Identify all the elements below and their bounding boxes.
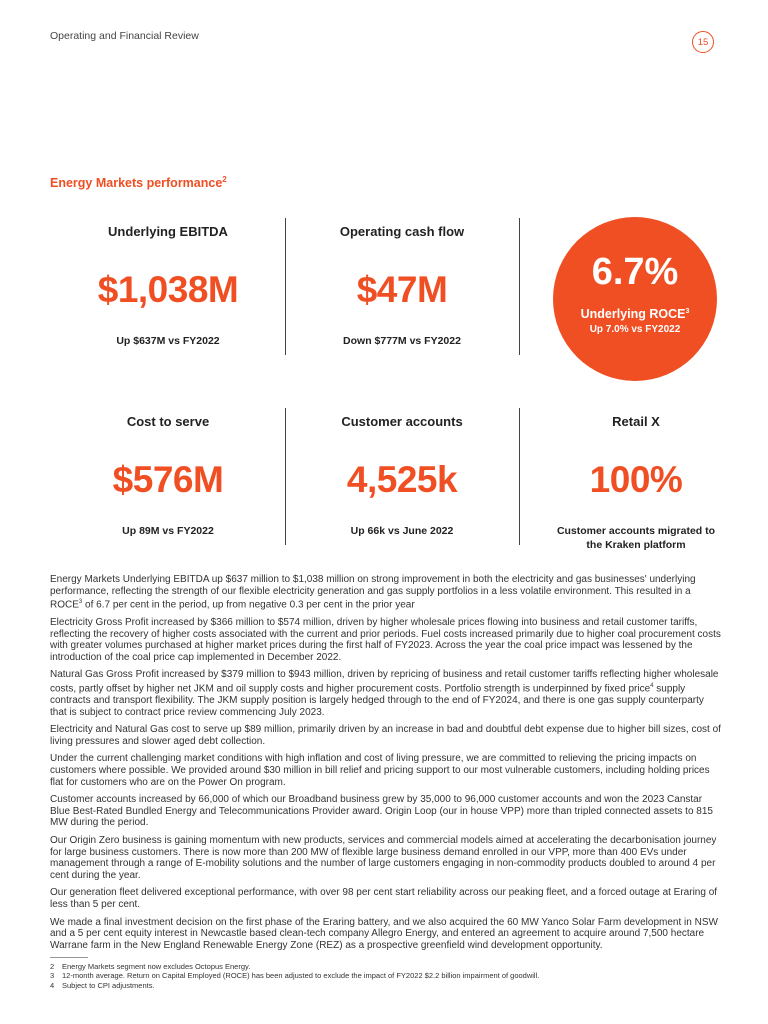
- paragraph: Our Origin Zero business is gaining momentum with new products, services and commercial models aimed at accelerating the decarbonisation journey for large business customers. There is now more than 200 MW of flexible large business demand enrolled in our VPP, more than 400 EVs under management through a range of E-mobility solutions and the number of large customers engaging in non-commodity products doubled to around 4 per cent during the year.: [50, 834, 717, 881]
- metric-delta: Up $637M vs FY2022: [116, 335, 220, 347]
- paragraph: Under the current challenging market conditions with high inflation and cost of living pressure, we are committed to relieving the pricing impacts on customers where possible. We provided around $30 million in bill relief and pricing support to our most vulnerable customers, including holding prices flat for customers who are on the Power On program.: [50, 753, 710, 788]
- metric-value: $576M: [112, 459, 224, 500]
- paragraph: Electricity Gross Profit increased by $366 million to $574 million, driven by higher wholesale prices flowing into business and retail customer tariffs, reflecting the recovery of higher costs associated with the current and prior periods. Fuel costs increased primarily due to higher coal procurement costs with greater volumes purchased at higher market prices during the first half of FY2023. Across the year the coal price impact was lessened by the introduction of the coal price cap implemented in December 2022.: [50, 617, 721, 663]
- metric-label: Underlying EBITDA: [108, 224, 228, 239]
- metric-delta: [519, 524, 753, 552]
- body-text: [50, 574, 722, 957]
- roce-delta: Up 7.0% vs FY2022: [589, 324, 681, 335]
- paragraph-text: Energy Markets Underlying EBITDA up $637 million to $1,038 million on strong improvement in both the electricity and gas businesses' underlying performance, reflecting the strength of our flexible electricity generation and gas supply portfolios in a less volatile environment. This resulted in a ROCE: [50, 574, 696, 611]
- footnote: [50, 971, 539, 980]
- paragraph-text: supply contracts and transport flexibility. The JKM supply position is largely hedged through to the end of FY2024, and there is one gas supply counterparty that is subject to contract price review commencing July 2023.: [50, 683, 704, 718]
- section-title-footnote-ref: 2: [222, 175, 227, 184]
- section-title: [50, 175, 227, 190]
- page-number: 15: [692, 31, 714, 53]
- metric-delta: Up 66k vs June 2022: [350, 525, 454, 537]
- metric-cost-to-serve: [51, 414, 285, 538]
- roce-label-text: Underlying ROCE: [580, 307, 686, 321]
- metric-delta: Up 89M vs FY2022: [122, 525, 214, 537]
- footnote-number: 2: [50, 962, 55, 971]
- metric-value: 100%: [589, 459, 683, 500]
- footnote-rule: [50, 957, 88, 958]
- footnote-ref: 4: [650, 683, 654, 690]
- roce-circle: [553, 217, 717, 381]
- metric-delta-line: Customer accounts migrated to: [556, 525, 716, 537]
- metric-customer-accounts: [285, 414, 519, 538]
- metric-retail-x: [519, 414, 753, 552]
- section-title-text: Energy Markets performance: [50, 176, 223, 191]
- roce-value: 6.7%: [591, 251, 679, 293]
- paragraph: [50, 669, 722, 718]
- roce-label: [553, 307, 717, 321]
- column-divider: [519, 218, 520, 355]
- metric-value: $1,038M: [97, 269, 239, 310]
- metric-value: 4,525k: [346, 459, 458, 500]
- paragraph: Our generation fleet delivered exceptional performance, with over 98 per cent start reliability across our peaking fleet, and a forced outage at Eraring of less than 5 per cent.: [50, 887, 718, 910]
- header-title: Operating and Financial Review: [50, 30, 199, 42]
- metric-label: Operating cash flow: [339, 224, 465, 239]
- footnote-number: 4: [50, 980, 55, 990]
- footnote-text: Subject to CPI adjustments.: [62, 980, 155, 990]
- footnote-ref: 3: [78, 599, 83, 606]
- footnotes: [50, 962, 539, 990]
- paragraph: Electricity and Natural Gas cost to serve up $89 million, primarily driven by an increase in bad and doubtful debt expense due to higher bill sizes, cost of living pressures and slower aged debt collection.: [50, 724, 721, 747]
- paragraph-text: Natural Gas Gross Profit increased by $379 million to $943 million, driven by repricing of business and retail customer tariffs reflecting higher wholesale costs, partly offset by higher net JKM and oil supply costs and higher procurement costs. Portfolio strength is underpinned by fixed price: [50, 669, 719, 695]
- paragraph: Customer accounts increased by 66,000 of which our Broadband business grew by 35,000 to 96,000 customer accounts and won the 2023 Canstar Blue Best-Rated Bundled Energy and Telecommunications Provider award. Origin Loop (our in house VPP) more than tripled connected assets to 815 MW during the period.: [50, 794, 713, 829]
- paragraph: We made a final investment decision on the first phase of the Eraring battery, and we also acquired the 60 MW Yanco Solar Farm development in NSW and a 5 per cent equity interest in Newcastle based clean-tech company Allegro Energy, and entered an agreement to acquire around 7,500 hectare Warrane farm in the New England Renewable Energy Zone (REZ) as a prospective greenfield wind development opportunity.: [50, 916, 718, 951]
- metric-delta-line: the Kraken platform: [586, 539, 686, 551]
- footnote-text: 12-month average. Return on Capital Employed (ROCE) has been adjusted to exclude the impact of FY2022 $2.2 billion impairment of goodwill.: [62, 971, 540, 981]
- footnote-text: Energy Markets segment now excludes Octopus Energy.: [62, 962, 251, 971]
- footnote-number: 3: [50, 971, 55, 981]
- paragraph-text: of 6.7 per cent in the period, up from negative 0.3 per cent in the prior year: [82, 599, 415, 611]
- metric-value: $47M: [356, 269, 448, 310]
- metric-operating-cash-flow: [285, 224, 519, 348]
- footnote: [50, 962, 539, 971]
- metric-label: Customer accounts: [341, 414, 463, 429]
- metric-label: Cost to serve: [126, 414, 210, 429]
- footnote: [50, 981, 539, 990]
- metric-underlying-ebitda: [51, 224, 285, 348]
- metric-label: Retail X: [612, 414, 660, 429]
- metric-delta: Down $777M vs FY2022: [343, 335, 461, 347]
- paragraph: [50, 574, 722, 611]
- roce-footnote-ref: 3: [685, 307, 690, 315]
